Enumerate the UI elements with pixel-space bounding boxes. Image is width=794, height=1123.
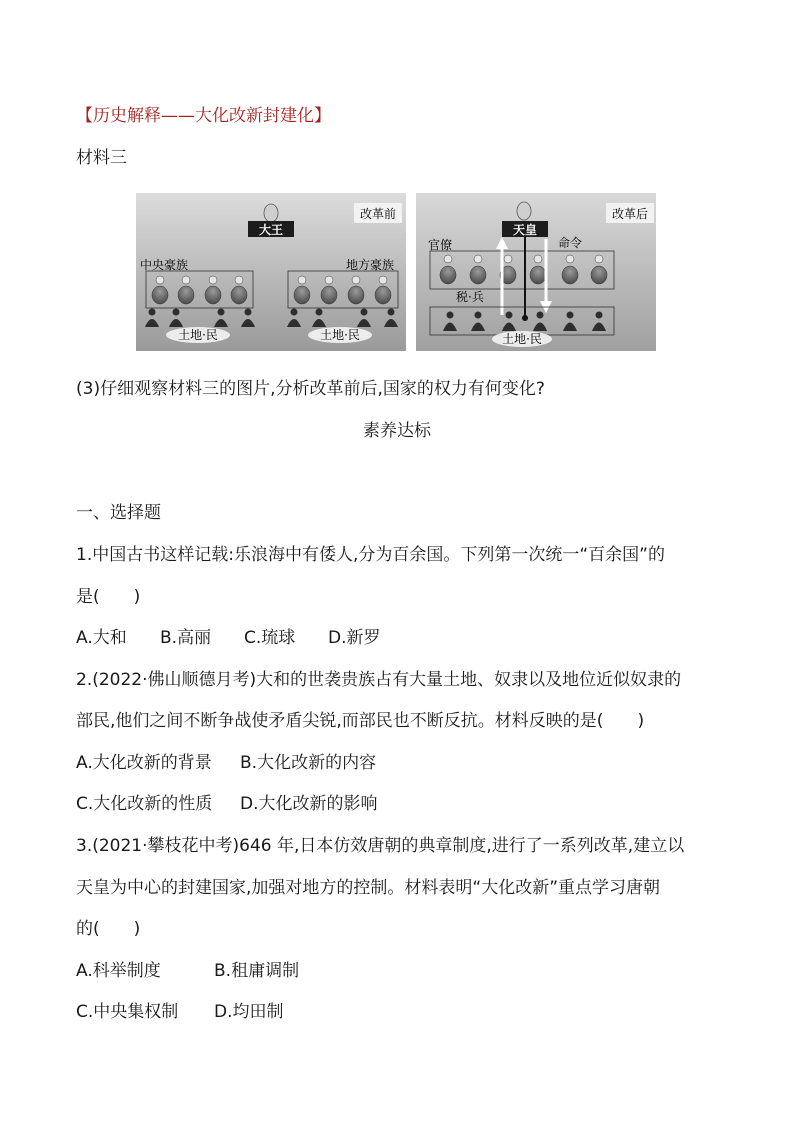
central-clan-label: 中央豪族 bbox=[140, 258, 189, 272]
before-corner-label: 改革前 bbox=[359, 207, 397, 221]
emperor-label: 天皇 bbox=[512, 223, 538, 237]
q2-option-d[interactable]: D.大化改新的影响 bbox=[240, 794, 378, 814]
section-heading: 【历史解释——大化改新封建化】 bbox=[76, 106, 331, 126]
material-label: 材料三 bbox=[76, 148, 127, 168]
q3-stem-line2: 天皇为中心的封建国家,加强对地方的控制。材料表明“大化改新”重点学习唐朝 bbox=[76, 878, 661, 898]
q3-option-a[interactable]: A.科举制度 bbox=[76, 961, 161, 981]
q2-option-c[interactable]: C.大化改新的性质 bbox=[76, 794, 213, 814]
tax-soldier-label: 税·兵 bbox=[456, 290, 484, 304]
land-people-label: 土地·民 bbox=[502, 332, 542, 346]
king-label: 大王 bbox=[258, 223, 284, 237]
q3-stem-line3: 的( ) bbox=[76, 919, 141, 939]
figure-before-reform bbox=[136, 193, 406, 351]
q3-option-b[interactable]: B.租庸调制 bbox=[214, 961, 300, 981]
q2-options-row1 bbox=[76, 751, 376, 775]
q3-options-row2 bbox=[76, 1000, 284, 1024]
question-3: (3)仔细观察材料三的图片,分析改革前后,国家的权力有何变化? bbox=[76, 379, 545, 399]
q3-option-d[interactable]: D.均田制 bbox=[214, 1002, 284, 1022]
land-people-left-label: 土地·民 bbox=[178, 328, 218, 342]
q1-stem-line2: 是( ) bbox=[76, 587, 141, 607]
q2-stem-line1: 2.(2022·佛山顺德月考)大和的世袭贵族占有大量土地、奴隶以及地位近似奴隶的 bbox=[76, 670, 682, 690]
q1-option-d[interactable]: D.新罗 bbox=[328, 628, 381, 648]
q1-option-c[interactable]: C.琉球 bbox=[244, 628, 296, 648]
q1-option-a[interactable]: A.大和 bbox=[76, 628, 127, 648]
command-label: 命令 bbox=[558, 236, 583, 250]
part-heading: 一、选择题 bbox=[76, 503, 161, 523]
q2-options-row2 bbox=[76, 792, 378, 816]
q1-option-b[interactable]: B.高丽 bbox=[160, 628, 212, 648]
figure-after-reform bbox=[416, 193, 656, 351]
q2-stem-line2: 部民,他们之间不断争战使矛盾尖锐,而部民也不断反抗。材料反映的是( ) bbox=[76, 711, 645, 731]
officials-label: 官僚 bbox=[428, 238, 453, 252]
q2-option-b[interactable]: B.大化改新的内容 bbox=[240, 753, 377, 773]
q3-stem-line1: 3.(2021·攀枝花中考)646 年,日本仿效唐朝的典章制度,进行了一系列改革,建立以 bbox=[76, 836, 685, 856]
section-title: 素养达标 bbox=[363, 421, 431, 441]
after-corner-label: 改革后 bbox=[611, 207, 649, 221]
q1-options bbox=[76, 626, 381, 650]
q3-option-c[interactable]: C.中央集权制 bbox=[76, 1002, 179, 1022]
q3-options-row1 bbox=[76, 959, 299, 983]
q2-option-a[interactable]: A.大化改新的背景 bbox=[76, 753, 212, 773]
land-people-right-label: 土地·民 bbox=[320, 328, 360, 342]
q1-stem-line1: 1.中国古书这样记载:乐浪海中有倭人,分为百余国。下列第一次统一“百余国”的 bbox=[76, 545, 665, 565]
local-clan-label: 地方豪族 bbox=[346, 258, 395, 272]
